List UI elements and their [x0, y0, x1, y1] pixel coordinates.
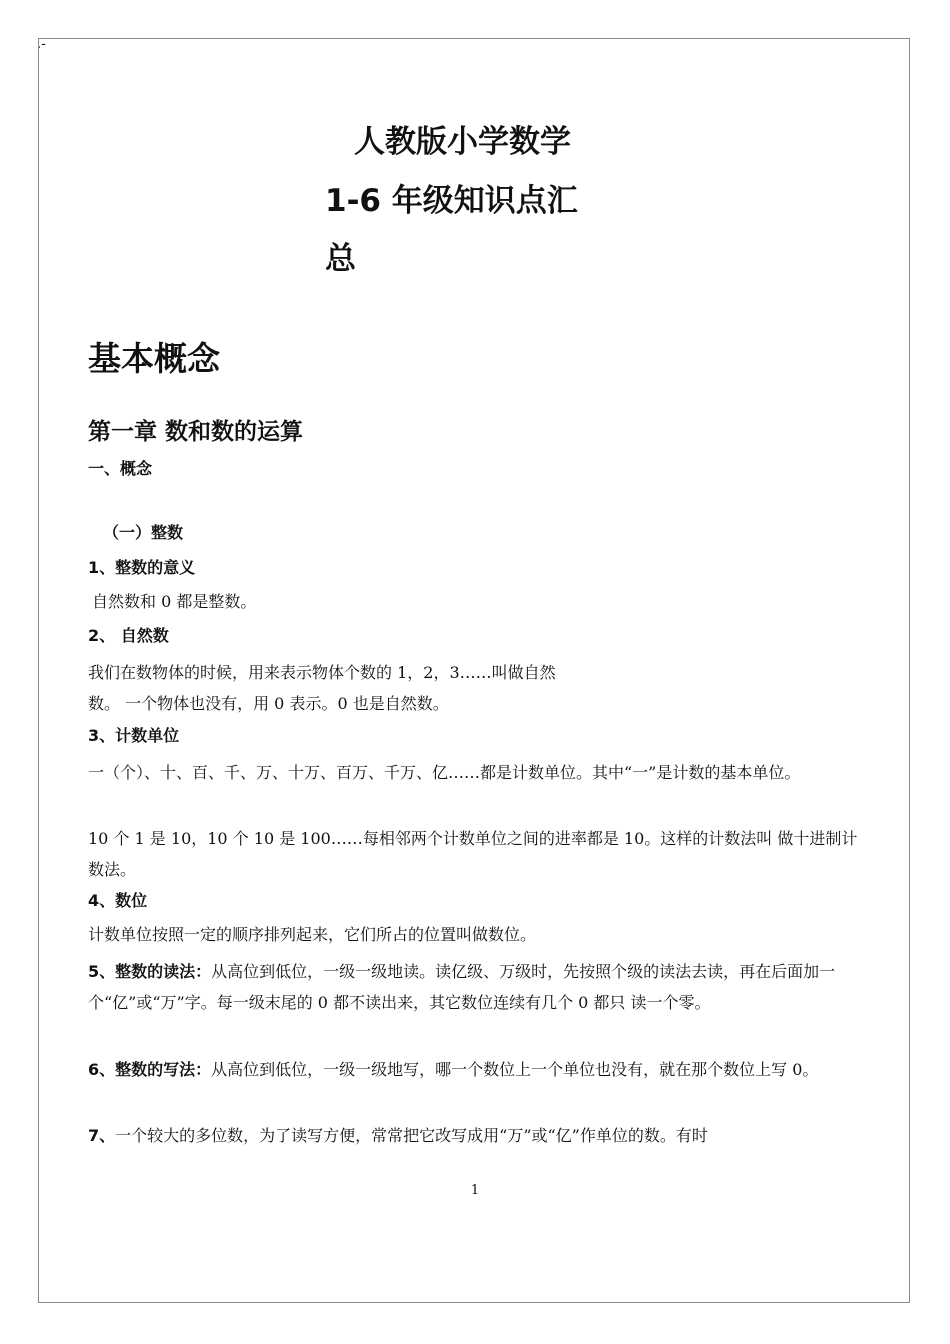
corner-mark: .- — [37, 37, 46, 52]
item6-label: 6、整数的写法： — [88, 1060, 212, 1079]
section-title: 基本概念 — [88, 339, 220, 378]
item6-paragraph — [88, 1054, 864, 1085]
chapter-title: 第一章 数和数的运算 — [88, 419, 304, 445]
document-title-line-1: 人教版小学数学 — [354, 124, 571, 160]
item3-paragraph-2: 10 个 1 是 10，10 个 10 是 100……每相邻两个计数单位之间的进率都是 10。这样的计数法叫 做十进制计数法。 — [88, 829, 858, 879]
item3-paragraph-1: 一（个）、十、百、千、万、十万、百万、千万、亿……都是计数单位。其中“一”是计数的基本单位。 — [88, 763, 801, 782]
document-title-line-2: 1-6 年级知识点汇 — [325, 183, 578, 219]
item2-text-line-2: 数。 一个物体也没有，用 0 表示。0 也是自然数。 — [88, 694, 449, 713]
item1-text: 自然数和 0 都是整数。 — [92, 592, 257, 611]
item6-text: 从高位到低位，一级一级地写，哪一个数位上一个单位也没有，就在那个数位上写 0。 — [211, 1060, 819, 1079]
item3-heading: 3、计数单位 — [88, 726, 180, 745]
item7-paragraph — [88, 1120, 864, 1151]
subsection-integers: （一）整数 — [103, 523, 184, 542]
item5-paragraph — [88, 956, 864, 1018]
subsection-concepts: 一、概念 — [88, 459, 153, 478]
item7-label: 7、 — [88, 1126, 116, 1145]
page-number: 1 — [470, 1183, 480, 1198]
item5-label: 5、整数的读法： — [88, 962, 212, 981]
item2-heading: 2、 自然数 — [88, 626, 169, 645]
item4-text: 计数单位按照一定的顺序排列起来，它们所占的位置叫做数位。 — [88, 925, 537, 944]
document-title-line-3: 总 — [325, 241, 356, 277]
item5-text: 从高位到低位，一级一级地读。读亿级、万级时，先按照个级的读法去读，再在后面加一个“亿”或“万”字。每一级末尾的 0 都不读出来，其它数位连续有几个 0 都只 读一个零。 — [88, 962, 836, 1012]
item7-text: 一个较大的多位数，为了读写方便，常常把它改写成用“万”或“亿”作单位的数。有时 — [115, 1126, 708, 1145]
item4-heading: 4、数位 — [88, 891, 148, 910]
item1-heading: 1、整数的意义 — [88, 558, 196, 577]
item2-text-line-1: 我们在数物体的时候，用来表示物体个数的 1，2，3……叫做自然 — [88, 663, 556, 682]
